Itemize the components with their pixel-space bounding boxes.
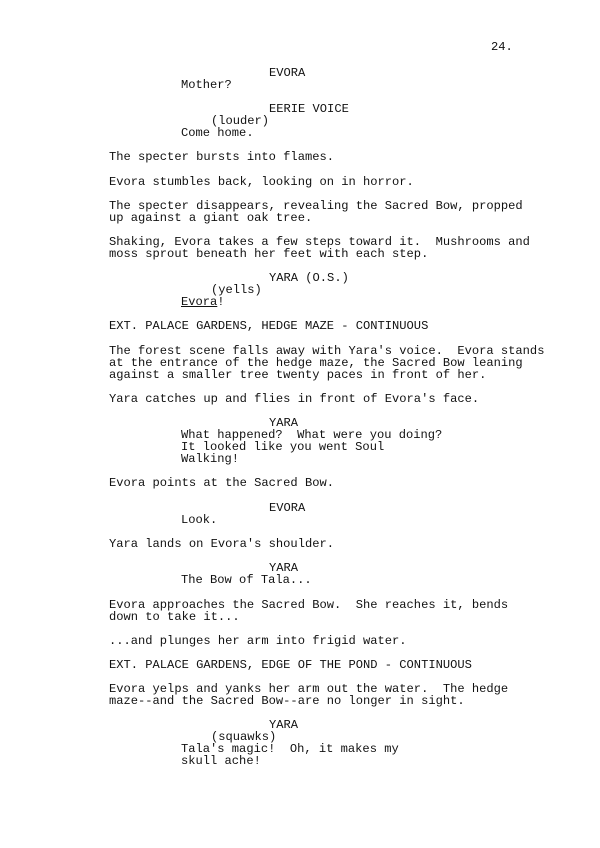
dialogue: Mother? <box>181 78 232 92</box>
dialogue <box>181 296 225 308</box>
page-number: 24. <box>491 40 513 54</box>
character-name: EVORA <box>269 501 306 515</box>
action-line: The specter bursts into flames. <box>109 150 334 164</box>
action-line: The forest scene falls away with Yara's voice. Evora stands at the entrance of the hedge maze, the Sacred Bow leaning against a smaller tree twenty paces in front of her. <box>109 344 545 383</box>
character-name: YARA (O.S.) <box>269 271 349 285</box>
action-line: Yara catches up and flies in front of Evora's face. <box>109 392 480 406</box>
dialogue: What happened? What were you doing? It looked like you went Soul Walking! <box>181 428 443 467</box>
action-line: ...and plunges her arm into frigid water. <box>109 634 407 648</box>
character-name: YARA <box>269 416 299 430</box>
action-line: Evora stumbles back, looking on in horror. <box>109 175 414 189</box>
action-line: Shaking, Evora takes a few steps toward it. Mushrooms and moss sprout beneath her feet with each step. <box>109 235 530 262</box>
action-line: The specter disappears, revealing the Sacred Bow, propped up against a giant oak tree. <box>109 199 523 226</box>
parenthetical: (louder) <box>211 114 270 128</box>
dialogue: Come home. <box>181 126 254 140</box>
dialogue: Look. <box>181 513 218 527</box>
character-name: EVORA <box>269 66 306 80</box>
parenthetical: (yells) <box>211 283 262 297</box>
dialogue: The Bow of Tala... <box>181 573 312 587</box>
character-name: EERIE VOICE <box>269 102 349 116</box>
character-name: YARA <box>269 561 299 575</box>
action-line: Yara lands on Evora's shoulder. <box>109 537 334 551</box>
dialogue-punctuation: ! <box>217 295 225 309</box>
scene-heading: EXT. PALACE GARDENS, EDGE OF THE POND - CONTINUOUS <box>109 658 472 672</box>
character-name: YARA <box>269 718 299 732</box>
parenthetical: (squawks) <box>211 730 277 744</box>
dialogue: Tala's magic! Oh, it makes my skull ache! <box>181 742 399 769</box>
underlined-name: Evora <box>181 295 218 309</box>
action-line: Evora yelps and yanks her arm out the water. The hedge maze--and the Sacred Bow--are no longer in sight. <box>109 682 509 709</box>
action-line: Evora points at the Sacred Bow. <box>109 476 334 490</box>
action-line: Evora approaches the Sacred Bow. She reaches it, bends down to take it... <box>109 598 509 625</box>
scene-heading: EXT. PALACE GARDENS, HEDGE MAZE - CONTINUOUS <box>109 319 429 333</box>
